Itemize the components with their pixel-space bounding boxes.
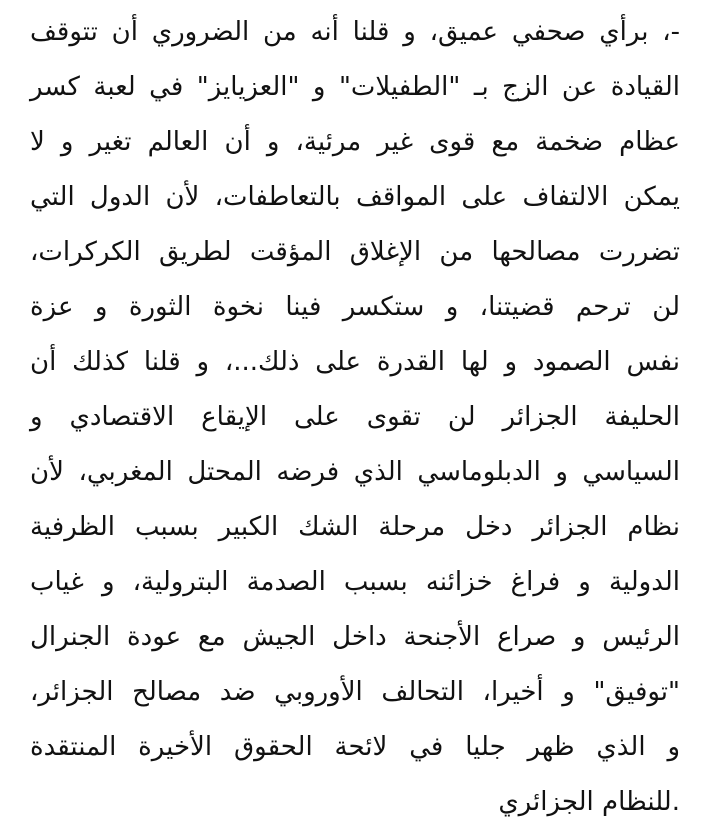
text-line-1: -، برأي صحفي عميق، و قلنا أنه من الضروري أن تتوقف [30, 17, 680, 47]
text-line-10: نظام الجزائر دخل مرحلة الشك الكبير بسبب الظرفية [30, 512, 680, 542]
document-page [0, 5, 720, 825]
text-line-13: "توفيق" و أخيرا، التحالف الأوروبي ضد مصالح الجزائر، [30, 677, 680, 707]
text-line-3: عظام ضخمة مع قوى غير مرئية، و أن العالم تغير و لا [30, 127, 680, 157]
article-body [30, 5, 680, 825]
text-line-12: الرئيس و صراع الأجنحة داخل الجيش مع عودة الجنرال [30, 622, 680, 652]
text-line-14: و الذي ظهر جليا في لائحة الحقوق الأخيرة المنتقدة [30, 732, 680, 762]
text-line-2: القيادة عن الزج بـ "الطفيلات" و "العزيايز" في لعبة كسر [30, 72, 680, 102]
text-line-6: لن ترحم قضيتنا، و ستكسر فينا نخوة الثورة و عزة [30, 292, 680, 322]
text-line-11: الدولية و فراغ خزائنه بسبب الصدمة البترولية، و غياب [30, 567, 680, 597]
text-line-9: السياسي و الدبلوماسي الذي فرضه المحتل المغربي، لأن [30, 457, 680, 487]
text-line-15: .للنظام الجزائري [498, 787, 680, 817]
text-line-4: يمكن الالتفاف على المواقف بالتعاطفات، لأن الدول التي [30, 182, 680, 212]
text-line-7: نفس الصمود و لها القدرة على ذلك...، و قلنا كذلك أن [30, 347, 680, 377]
text-line-5: تضررت مصالحها من الإغلاق المؤقت لطريق الكركرات، [30, 237, 680, 267]
text-line-8: الحليفة الجزائر لن تقوى على الإيقاع الاقتصادي و [30, 402, 680, 432]
